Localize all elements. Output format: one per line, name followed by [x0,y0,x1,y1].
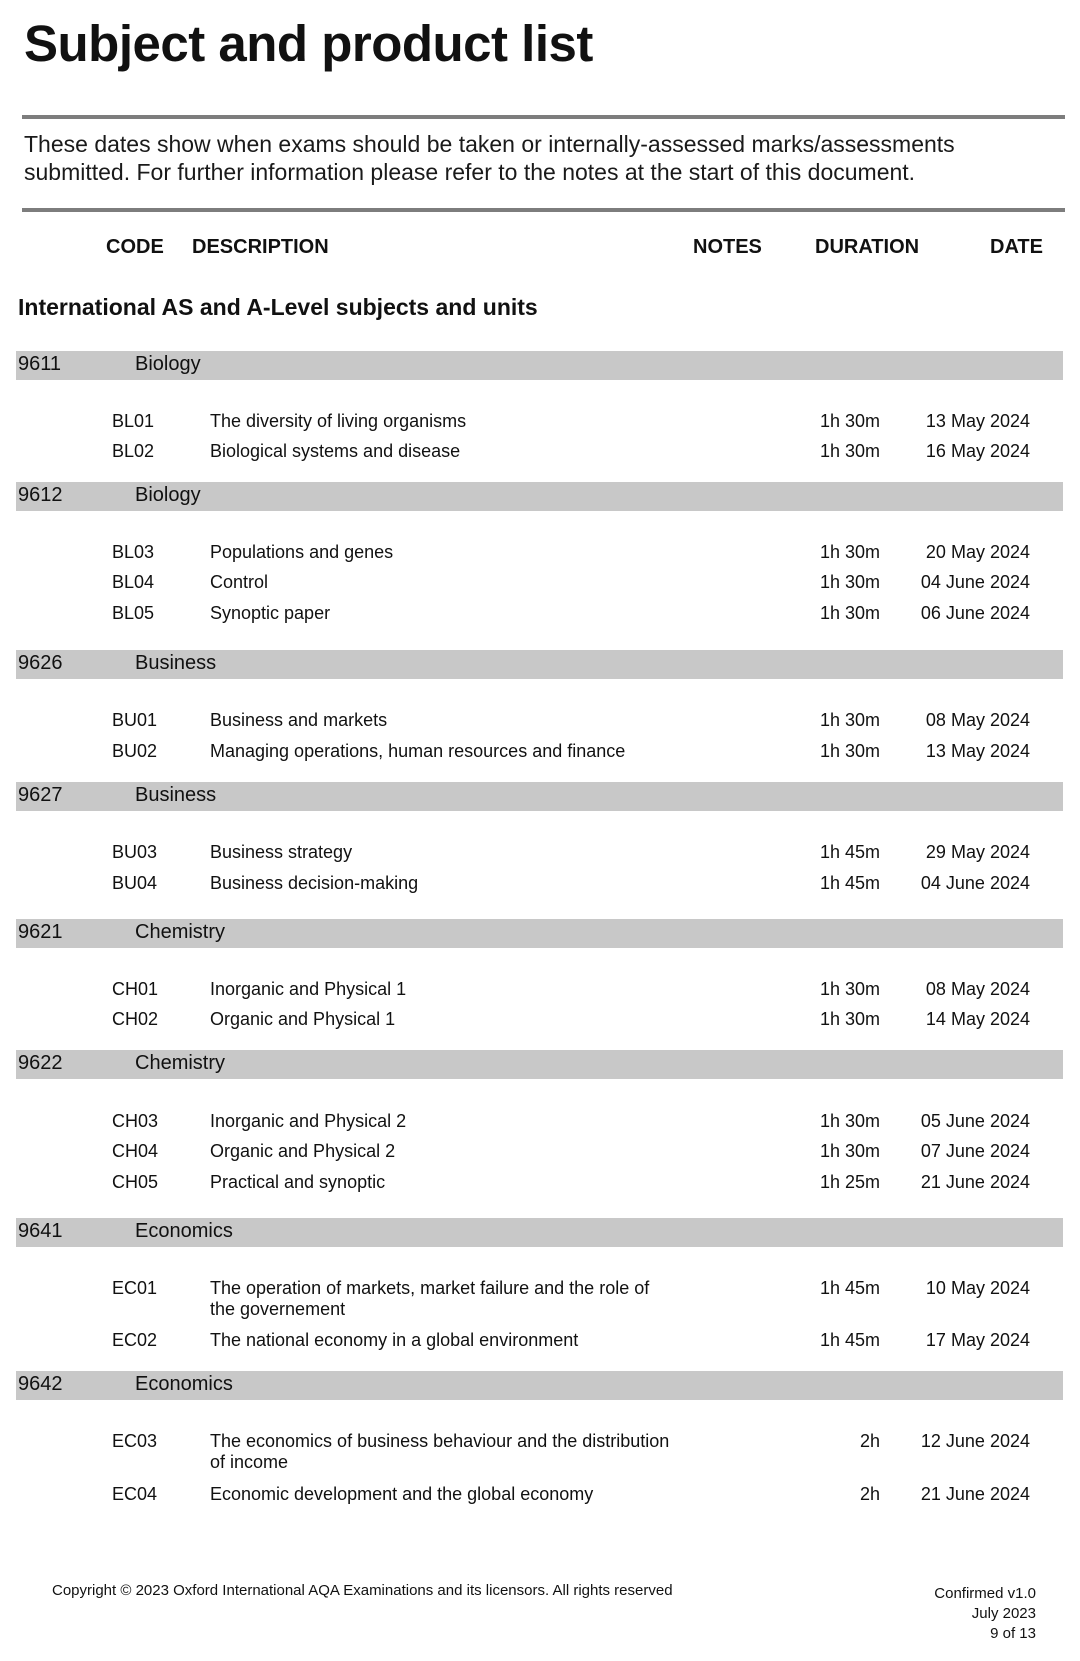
unit-description: Control [210,572,269,592]
unit-code: BL04 [112,572,155,592]
document-meta [934,1584,1036,1644]
subject-name: Biology [135,353,201,375]
unit-date: 08 May 2024 [925,710,1030,730]
unit-date: 20 May 2024 [925,542,1030,562]
unit-description: Organic and Physical 2 [210,1141,396,1161]
subject-name: Chemistry [135,921,226,943]
unit-duration: 1h 30m [819,542,880,562]
unit-description: The operation of markets, market failure and the role of the governement [210,1278,650,1319]
unit-duration: 1h 45m [819,1330,880,1350]
subject-header [16,919,1063,948]
unit-code: BU01 [112,710,158,730]
column-header-duration: DURATION [815,236,920,258]
subject-code: 9612 [18,484,63,506]
subject-code: 9622 [18,1052,63,1074]
unit-date: 08 May 2024 [925,979,1030,999]
unit-duration: 1h 45m [819,842,880,862]
unit-date: 06 June 2024 [920,603,1030,623]
intro-text: These dates show when exams should be taken or internally-assessed marks/assessments submitted. For further information please refer to the notes at the start of this document. [24,131,955,185]
unit-description: Business decision-making [210,873,419,893]
unit-code: EC02 [112,1330,158,1350]
unit-description: Populations and genes [210,542,394,562]
unit-description: Biological systems and disease [210,441,461,461]
unit-date: 12 June 2024 [920,1431,1030,1451]
unit-code: CH04 [112,1141,159,1161]
unit-date: 10 May 2024 [925,1278,1030,1298]
unit-code: CH05 [112,1172,159,1192]
unit-duration: 1h 30m [819,741,880,761]
subject-name: Chemistry [135,1052,226,1074]
unit-duration: 1h 30m [819,603,880,623]
section-title: International AS and A-Level subjects and units [18,294,538,320]
unit-duration: 1h 30m [819,411,880,431]
unit-code: EC01 [112,1278,158,1298]
unit-description: Synoptic paper [210,603,331,623]
unit-duration: 1h 30m [819,1009,880,1029]
unit-date: 21 June 2024 [920,1172,1030,1192]
unit-date: 14 May 2024 [925,1009,1030,1029]
copyright-notice: Copyright © 2023 Oxford International AQA Examinations and its licensors. All rights reserved [52,1582,673,1599]
column-header-description: DESCRIPTION [192,236,329,258]
subject-code: 9627 [18,784,63,806]
unit-date: 04 June 2024 [920,873,1030,893]
unit-duration: 1h 45m [819,1278,880,1298]
subject-code: 9626 [18,652,63,674]
subject-header [16,482,1063,511]
subject-name: Economics [135,1373,233,1395]
unit-description: Inorganic and Physical 2 [210,1111,407,1131]
unit-code: EC04 [112,1484,158,1504]
unit-date: 13 May 2024 [925,741,1030,761]
unit-duration: 1h 45m [819,873,880,893]
subject-code: 9621 [18,921,63,943]
unit-duration: 1h 30m [819,1141,880,1161]
unit-description: Inorganic and Physical 1 [210,979,407,999]
unit-code: CH03 [112,1111,159,1131]
unit-duration: 1h 30m [819,710,880,730]
subject-header [16,1218,1063,1247]
subject-code: 9641 [18,1220,63,1242]
unit-date: 21 June 2024 [920,1484,1030,1504]
unit-code: BU04 [112,873,158,893]
unit-date: 05 June 2024 [920,1111,1030,1131]
column-header-date: DATE [990,236,1043,258]
page-title: Subject and product list [24,15,593,72]
subject-name: Business [135,652,217,674]
subject-header [16,351,1063,380]
issue-date: July 2023 [971,1605,1036,1622]
subject-name: Biology [135,484,201,506]
unit-code: BU02 [112,741,158,761]
unit-description: Economic development and the global economy [210,1484,594,1504]
subject-header [16,1050,1063,1079]
unit-date: 13 May 2024 [925,411,1030,431]
subject-header [16,1371,1063,1400]
unit-description: The diversity of living organisms [210,411,467,431]
unit-code: CH02 [112,1009,159,1029]
unit-date: 29 May 2024 [925,842,1030,862]
unit-description: Business strategy [210,842,353,862]
unit-description: Organic and Physical 1 [210,1009,396,1029]
unit-code: BL03 [112,542,155,562]
unit-description: The economics of business behaviour and the distribution of income [210,1431,670,1472]
subject-name: Business [135,784,217,806]
unit-date: 17 May 2024 [925,1330,1030,1350]
subject-header [16,782,1063,811]
unit-duration: 1h 30m [819,979,880,999]
subject-code: 9611 [18,353,62,375]
unit-duration: 1h 25m [819,1172,880,1192]
unit-code: BL01 [112,411,155,431]
column-header-notes: NOTES [693,236,762,258]
unit-description: Managing operations, human resources and finance [210,741,626,761]
unit-description: The national economy in a global environment [210,1330,579,1350]
unit-duration: 1h 30m [819,441,880,461]
unit-code: BU03 [112,842,158,862]
unit-description: Practical and synoptic [210,1172,386,1192]
column-header-code: CODE [106,236,164,258]
unit-duration: 2h [859,1484,880,1504]
unit-code: BL02 [112,441,155,461]
unit-date: 07 June 2024 [920,1141,1030,1161]
unit-code: EC03 [112,1431,158,1451]
subject-name: Economics [135,1220,233,1242]
unit-duration: 2h [859,1431,880,1451]
unit-duration: 1h 30m [819,572,880,592]
unit-code: CH01 [112,979,159,999]
unit-date: 16 May 2024 [925,441,1030,461]
unit-code: BL05 [112,603,155,623]
unit-description: Business and markets [210,710,388,730]
unit-date: 04 June 2024 [920,572,1030,592]
status-label: Confirmed v1.0 [934,1585,1036,1602]
subject-code: 9642 [18,1373,63,1395]
unit-duration: 1h 30m [819,1111,880,1131]
subject-header [16,650,1063,679]
page-number: 9 of 13 [990,1625,1036,1642]
